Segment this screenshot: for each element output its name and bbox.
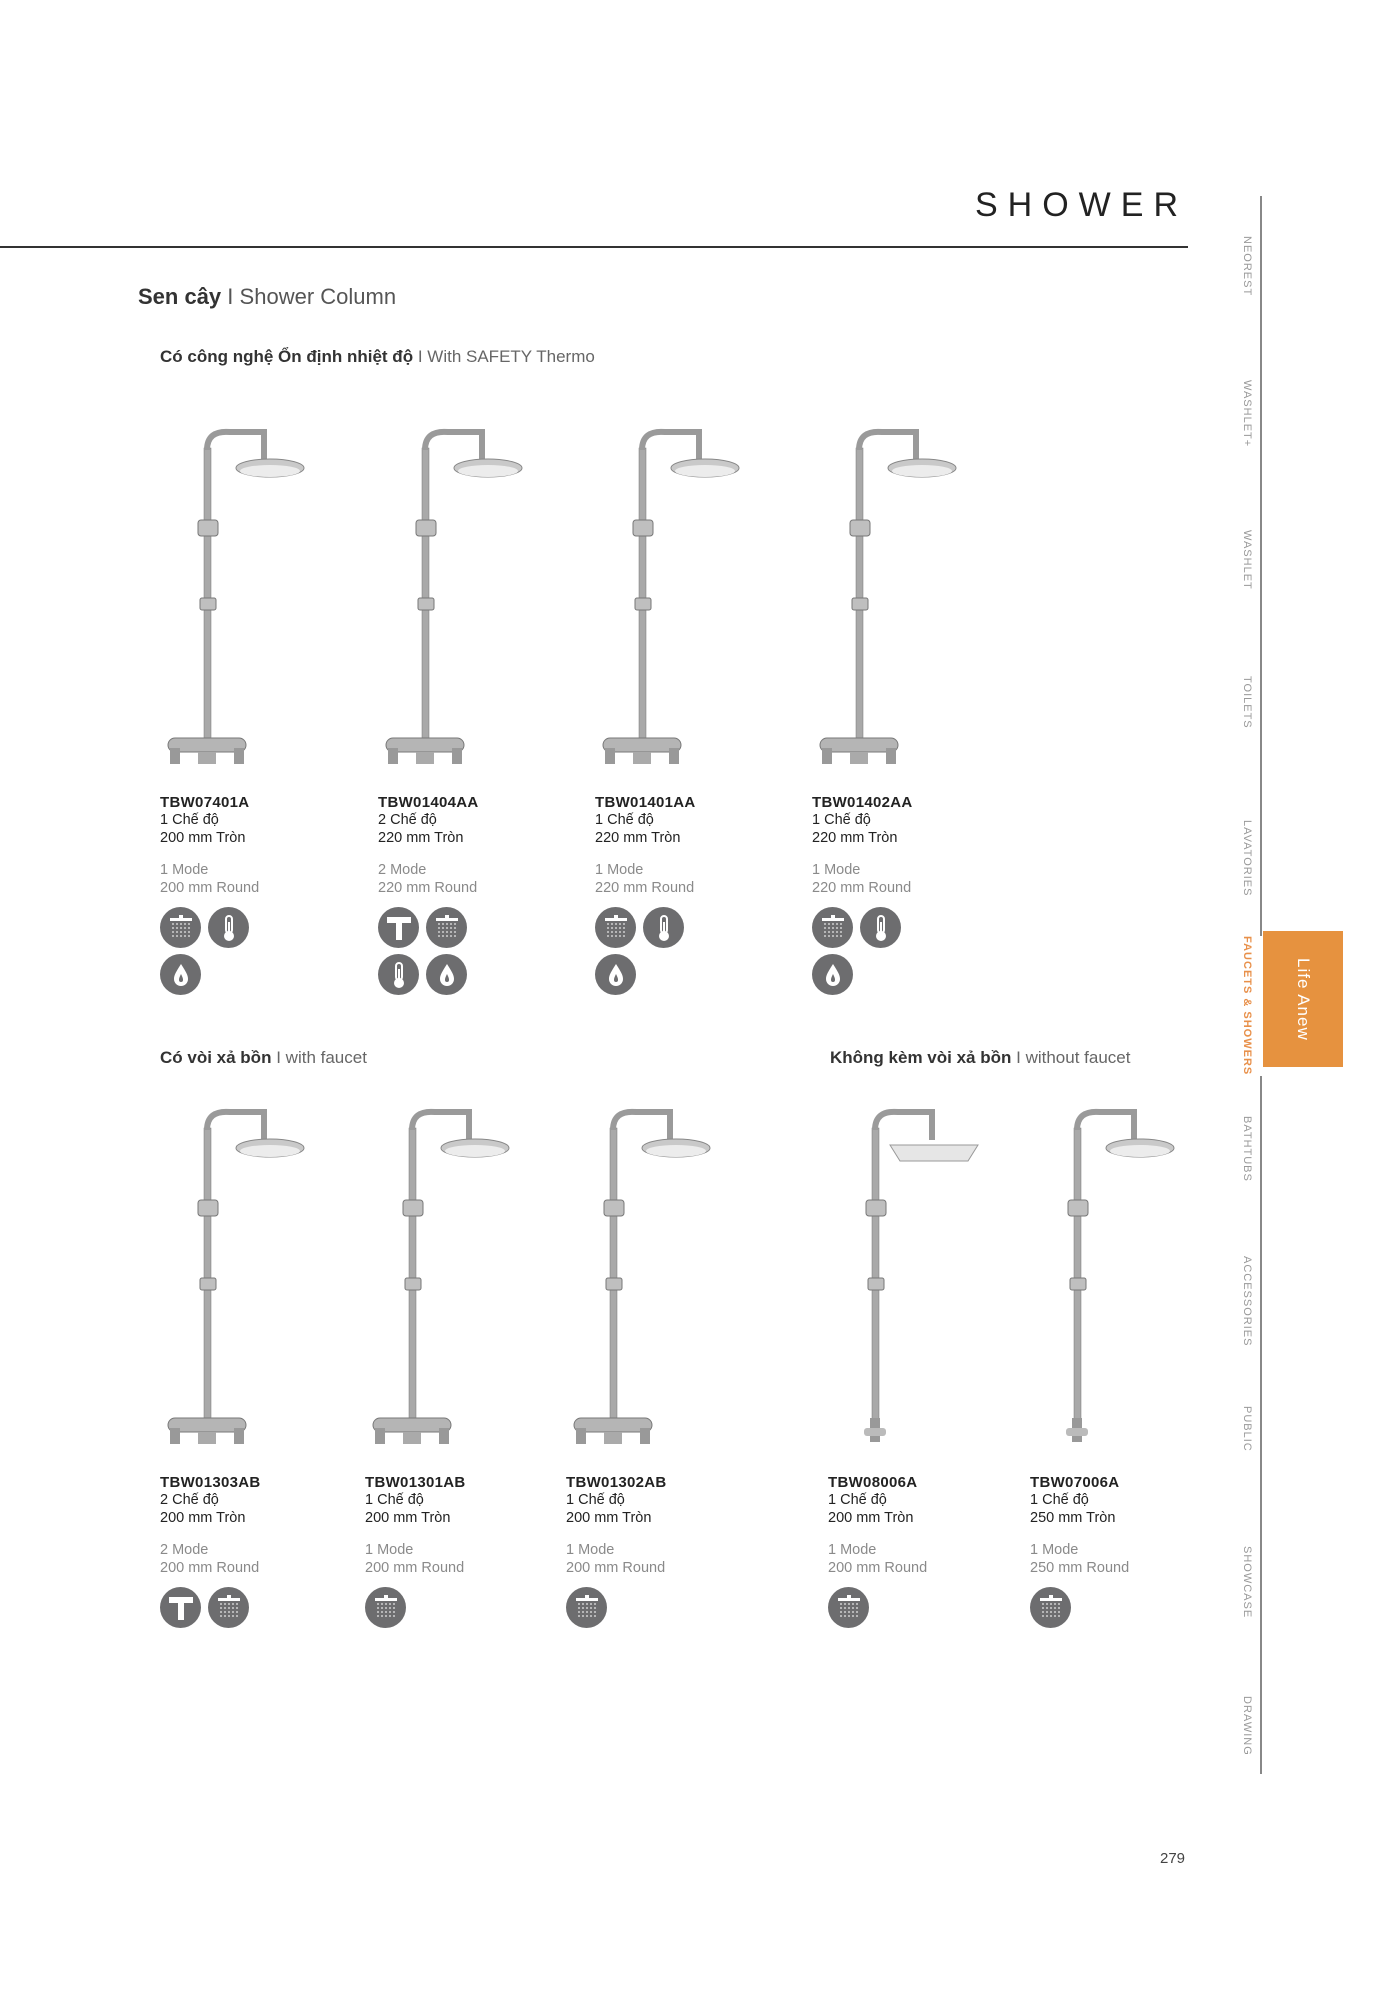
product-tbw07006a: [1030, 1088, 1230, 1628]
rain-shower-icon: [1030, 1587, 1071, 1628]
group-heading-vn: Không kèm vòi xả bồn: [830, 1048, 1012, 1067]
nav-divider: [1260, 1656, 1262, 1774]
product-tbw08006a: [828, 1088, 1028, 1628]
nav-item-drawing[interactable]: [1230, 1696, 1264, 1806]
product-mode-vn: 1 Chế độ: [365, 1492, 424, 1508]
group-heading-faucet: [160, 1048, 367, 1068]
nav-item-label: WASHLET+: [1241, 380, 1253, 448]
product-size-en: 220 mm Round: [812, 880, 912, 896]
rain-shower-icon: [828, 1587, 869, 1628]
product-mode-vn: 2 Chế độ: [378, 812, 437, 828]
product-image: [378, 408, 538, 778]
nav-item-faucets-showers[interactable]: [1230, 936, 1264, 1106]
product-image: [1030, 1088, 1190, 1458]
page-title: SHOWER: [975, 186, 1188, 224]
eco-drop-icon: [426, 954, 467, 995]
product-size-vn: 200 mm Tròn: [365, 1510, 451, 1526]
product-mode-en: 1 Mode: [365, 1542, 414, 1558]
nav-item-label: SHOWCASE: [1241, 1546, 1253, 1619]
nav-item-label: ACCESSORIES: [1241, 1256, 1253, 1347]
nav-item-label: DRAWING: [1241, 1696, 1253, 1756]
group-heading-vn: Có công nghệ Ổn định nhiệt độ: [160, 347, 414, 366]
product-tbw01302ab: [566, 1088, 766, 1628]
product-size-en: 200 mm Round: [566, 1560, 666, 1576]
product-code: TBW01402AA: [812, 794, 913, 811]
group-heading-nofaucet: [830, 1048, 1130, 1068]
product-tbw01401aa: [595, 408, 795, 995]
product-size-vn: 200 mm Tròn: [566, 1510, 652, 1526]
product-size-vn: 200 mm Tròn: [828, 1510, 914, 1526]
life-anew-label: Life Anew: [1294, 957, 1313, 1041]
product-mode-en: 2 Mode: [160, 1542, 209, 1558]
title-separator: I: [276, 1048, 281, 1067]
rain-shower-icon: [566, 1587, 607, 1628]
feature-icons: [365, 1587, 475, 1628]
product-code: TBW07401A: [160, 794, 250, 811]
product-image: [160, 1088, 320, 1458]
product-tbw07401a: [160, 408, 360, 995]
feature-icons: [378, 907, 488, 995]
nav-item-washlet[interactable]: [1230, 380, 1264, 525]
product-image: [365, 1088, 525, 1458]
feature-icons: [828, 1587, 938, 1628]
title-separator: I: [227, 284, 234, 309]
nav-item-bathtubs[interactable]: [1230, 1116, 1264, 1251]
product-code: TBW01401AA: [595, 794, 696, 811]
product-size-vn: 220 mm Tròn: [378, 830, 464, 846]
group-heading-en: With SAFETY Thermo: [427, 347, 595, 366]
product-size-en: 200 mm Round: [365, 1560, 465, 1576]
product-image: [828, 1088, 988, 1458]
product-mode-en: 1 Mode: [1030, 1542, 1079, 1558]
rain-shower-icon: [160, 907, 201, 948]
product-size-en: 250 mm Round: [1030, 1560, 1130, 1576]
product-size-vn: 250 mm Tròn: [1030, 1510, 1116, 1526]
thermometer-icon: [860, 907, 901, 948]
section-title-en: Shower Column: [239, 284, 397, 309]
product-size-en: 220 mm Round: [595, 880, 695, 896]
product-image: [812, 408, 972, 778]
nav-item-label: BATHTUBS: [1241, 1116, 1253, 1182]
title-separator: I: [417, 347, 423, 366]
product-code: TBW01303AB: [160, 1474, 261, 1491]
feature-icons: [160, 907, 270, 995]
group-heading-thermo: [160, 347, 595, 367]
product-mode-vn: 1 Chế độ: [595, 812, 654, 828]
product-size-en: 200 mm Round: [160, 880, 260, 896]
product-code: TBW07006A: [1030, 1474, 1120, 1491]
nav-item-toilets[interactable]: [1230, 676, 1264, 816]
nav-item-showcase[interactable]: [1230, 1546, 1264, 1691]
nav-item-label: LAVATORIES: [1241, 820, 1253, 897]
product-tbw01301ab: [365, 1088, 565, 1628]
product-size-en: 200 mm Round: [160, 1560, 260, 1576]
product-size-vn: 200 mm Tròn: [160, 830, 246, 846]
rain-shower-icon: [595, 907, 636, 948]
product-mode-en: 1 Mode: [566, 1542, 615, 1558]
product-size-vn: 220 mm Tròn: [812, 830, 898, 846]
thermometer-icon: [208, 907, 249, 948]
group-heading-en: without faucet: [1025, 1048, 1131, 1067]
product-mode-vn: 1 Chế độ: [828, 1492, 887, 1508]
product-mode-en: 1 Mode: [828, 1542, 877, 1558]
section-title-vn: Sen cây: [138, 284, 222, 309]
rain-shower-icon: [812, 907, 853, 948]
nav-divider: [1260, 1076, 1262, 1219]
nav-divider: [1260, 1216, 1262, 1369]
product-tbw01303ab: [160, 1088, 360, 1628]
life-anew-tab[interactable]: [1263, 931, 1343, 1067]
section-title: [138, 284, 396, 310]
eco-drop-icon: [812, 954, 853, 995]
title-separator: I: [1016, 1048, 1021, 1067]
product-mode-vn: 1 Chế độ: [812, 812, 871, 828]
nav-item-public[interactable]: [1230, 1406, 1264, 1541]
product-image: [566, 1088, 726, 1458]
product-code: TBW01404AA: [378, 794, 479, 811]
rain-shower-icon: [365, 1587, 406, 1628]
product-size-en: 220 mm Round: [378, 880, 478, 896]
product-mode-en: 1 Mode: [812, 862, 861, 878]
product-mode-en: 2 Mode: [378, 862, 427, 878]
nav-divider: [1260, 1506, 1262, 1659]
product-image: [160, 408, 320, 778]
product-mode-vn: 1 Chế độ: [1030, 1492, 1089, 1508]
thermometer-icon: [643, 907, 684, 948]
header-divider: [0, 246, 1188, 248]
nav-divider: [1260, 490, 1262, 638]
product-tbw01402aa: [812, 408, 1012, 995]
nav-item-label: NEOREST: [1241, 236, 1253, 297]
faucet-icon: [160, 1587, 201, 1628]
nav-divider: [1260, 196, 1262, 344]
feature-icons: [160, 1587, 270, 1628]
feature-icons: [1030, 1587, 1140, 1628]
group-heading-en: with faucet: [285, 1048, 367, 1067]
nav-divider: [1260, 1366, 1262, 1509]
product-mode-en: 1 Mode: [595, 862, 644, 878]
nav-item-washlet[interactable]: [1230, 530, 1264, 670]
feature-icons: [595, 907, 705, 995]
product-mode-en: 1 Mode: [160, 862, 209, 878]
nav-item-label: WASHLET: [1241, 530, 1253, 590]
product-mode-vn: 1 Chế độ: [160, 812, 219, 828]
group-heading-vn: Có vòi xả bồn: [160, 1048, 272, 1067]
faucet-icon: [378, 907, 419, 948]
nav-item-label: TOILETS: [1241, 676, 1253, 729]
product-size-vn: 220 mm Tròn: [595, 830, 681, 846]
product-tbw01404aa: [378, 408, 578, 995]
thermometer-icon: [378, 954, 419, 995]
nav-item-neorest[interactable]: [1230, 236, 1264, 376]
eco-drop-icon: [595, 954, 636, 995]
product-code: TBW01301AB: [365, 1474, 466, 1491]
product-code: TBW01302AB: [566, 1474, 667, 1491]
rain-shower-icon: [426, 907, 467, 948]
rain-shower-icon: [208, 1587, 249, 1628]
nav-item-accessories[interactable]: [1230, 1256, 1264, 1401]
product-image: [595, 408, 755, 778]
product-size-en: 200 mm Round: [828, 1560, 928, 1576]
product-size-vn: 200 mm Tròn: [160, 1510, 246, 1526]
page-number: 279: [1160, 1850, 1186, 1867]
nav-item-label: PUBLIC: [1241, 1406, 1253, 1452]
product-mode-vn: 2 Chế độ: [160, 1492, 219, 1508]
eco-drop-icon: [160, 954, 201, 995]
nav-item-label: FAUCETS & SHOWERS: [1241, 936, 1253, 1076]
product-mode-vn: 1 Chế độ: [566, 1492, 625, 1508]
nav-divider: [1260, 340, 1262, 493]
nav-divider: [1260, 636, 1262, 784]
product-code: TBW08006A: [828, 1474, 918, 1491]
feature-icons: [812, 907, 922, 995]
nav-divider: [1260, 780, 1262, 936]
section-sidenav: [1230, 196, 1340, 1806]
feature-icons: [566, 1587, 676, 1628]
